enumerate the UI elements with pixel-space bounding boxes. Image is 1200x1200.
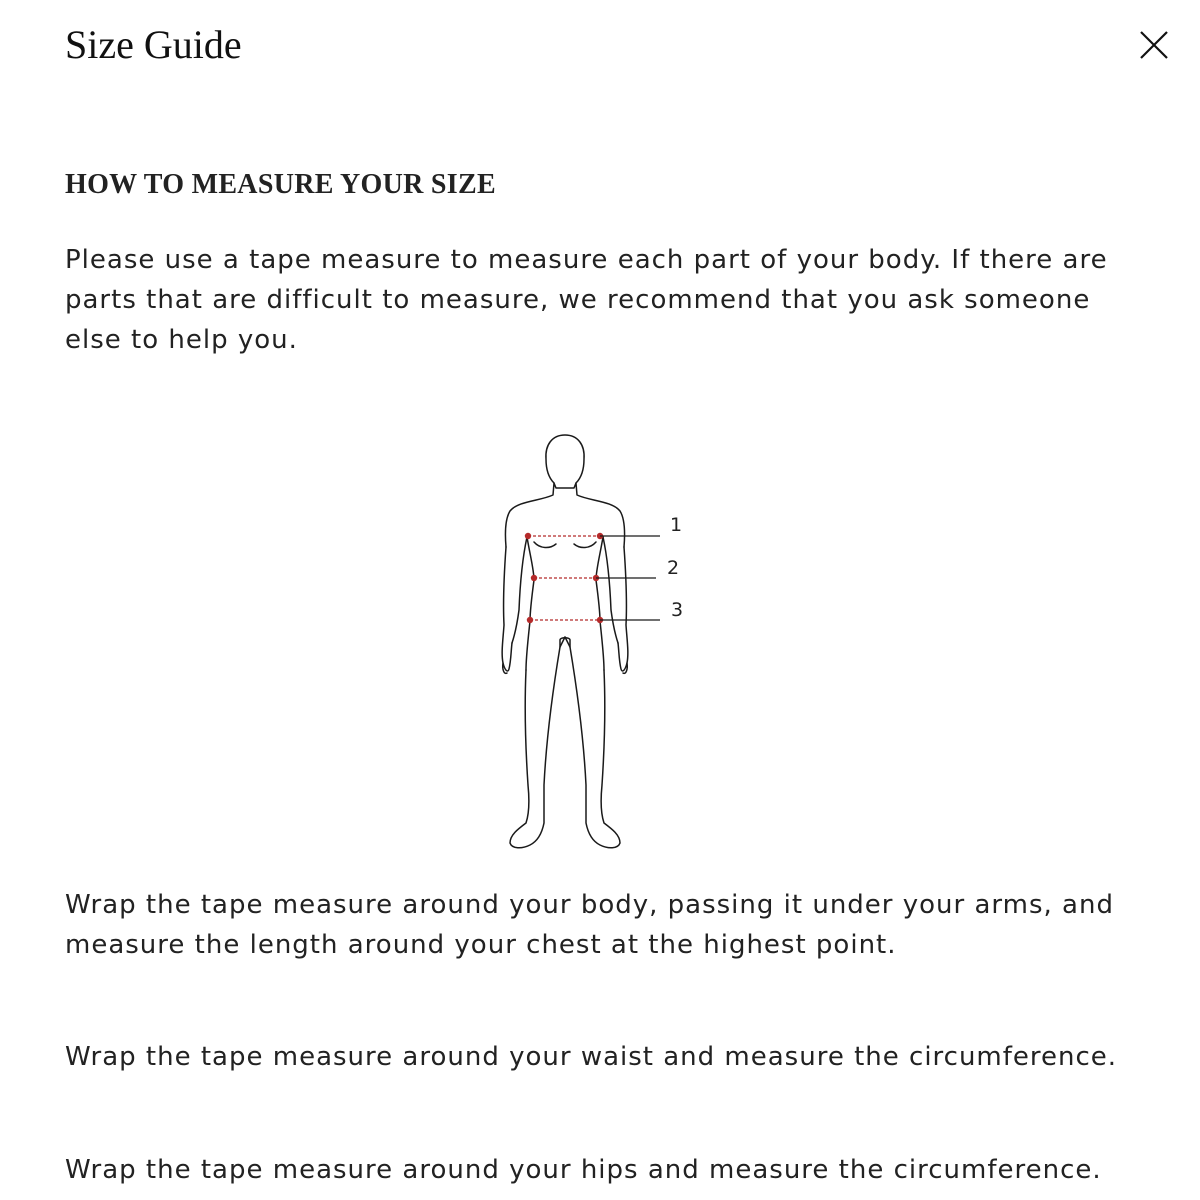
hips-instruction: Wrap the tape measure around your hips and measure the circumference. — [65, 1155, 1102, 1185]
measure-label-1: 1 — [670, 514, 683, 536]
section-heading: HOW TO MEASURE YOUR SIZE — [65, 169, 496, 200]
close-icon — [1134, 25, 1174, 65]
close-button[interactable] — [1134, 25, 1174, 65]
page-title: Size Guide — [65, 22, 242, 67]
intro-text: Please use a tape measure to measure each part of your body. If there are parts that are difficult to measure, we recommend that you ask someone else to help you. — [65, 245, 1108, 355]
body-measurement-diagram — [490, 425, 700, 860]
measure-label-2: 2 — [667, 557, 680, 579]
measure-label-3: 3 — [671, 599, 684, 621]
chest-instruction: Wrap the tape measure around your body, passing it under your arms, and measure the length around your chest at the highest point. — [65, 890, 1114, 960]
waist-instruction: Wrap the tape measure around your waist and measure the circumference. — [65, 1042, 1118, 1072]
